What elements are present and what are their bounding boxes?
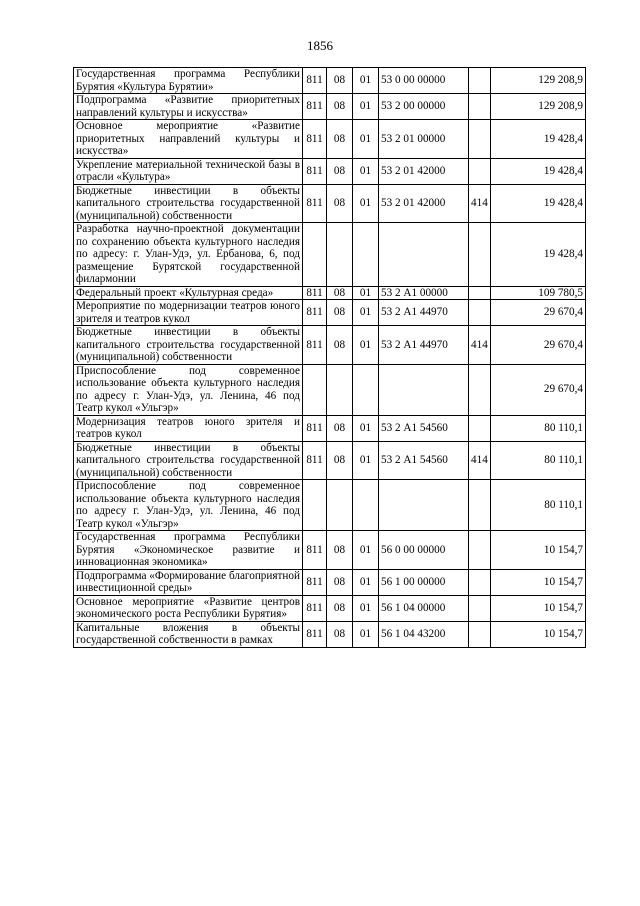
row-expense-type-cell <box>469 415 491 441</box>
row-amount-cell: 10 154,7 <box>491 621 586 647</box>
table-row <box>74 441 586 480</box>
row-expense-type-cell <box>469 621 491 647</box>
row-name-cell: Подпрограмма «Формирование благоприятной инвестиционной среды» <box>74 569 303 595</box>
row-grbs-cell: 811 <box>303 68 327 94</box>
table-row <box>74 569 586 595</box>
row-target-article-cell <box>379 223 469 287</box>
row-subsection-cell: 01 <box>353 621 379 647</box>
table-row <box>74 120 586 159</box>
row-target-article-cell: 56 0 00 00000 <box>379 531 469 570</box>
row-target-article-cell: 56 1 04 43200 <box>379 621 469 647</box>
row-name-cell: Модернизация театров юного зрителя и театров кукол <box>74 415 303 441</box>
row-amount-cell: 80 110,1 <box>491 415 586 441</box>
row-target-article-cell: 53 2 01 42000 <box>379 158 469 184</box>
row-section-cell <box>327 480 353 531</box>
row-target-article-cell: 53 0 00 00000 <box>379 68 469 94</box>
row-subsection-cell: 01 <box>353 441 379 480</box>
row-section-cell: 08 <box>327 286 353 300</box>
row-expense-type-cell <box>469 531 491 570</box>
row-grbs-cell: 811 <box>303 184 327 223</box>
row-name-cell: Государственная программа Республики Бурятия «Экономическое развитие и инновационная экономика» <box>74 531 303 570</box>
budget-table-body <box>74 68 586 648</box>
row-grbs-cell <box>303 364 327 415</box>
row-section-cell: 08 <box>327 120 353 159</box>
row-subsection-cell <box>353 223 379 287</box>
row-section-cell: 08 <box>327 158 353 184</box>
row-amount-cell: 129 208,9 <box>491 68 586 94</box>
row-name-cell: Приспособление под современное использование объекта культурного наследия по адресу г. Улан-Удэ, ул. Ленина, 46 под Театр кукол «Ульгэр» <box>74 364 303 415</box>
row-expense-type-cell <box>469 94 491 120</box>
row-subsection-cell: 01 <box>353 415 379 441</box>
row-subsection-cell: 01 <box>353 286 379 300</box>
row-grbs-cell: 811 <box>303 300 327 326</box>
row-target-article-cell: 53 2 А1 54560 <box>379 415 469 441</box>
table-row <box>74 286 586 300</box>
row-section-cell <box>327 364 353 415</box>
row-subsection-cell: 01 <box>353 300 379 326</box>
table-row <box>74 531 586 570</box>
row-target-article-cell: 53 2 А1 00000 <box>379 286 469 300</box>
row-name-cell: Бюджетные инвестиции в объекты капитального строительства государственной (муниципальной) собственности <box>74 441 303 480</box>
table-row <box>74 300 586 326</box>
row-subsection-cell: 01 <box>353 94 379 120</box>
row-subsection-cell: 01 <box>353 326 379 365</box>
page-number: 1856 <box>307 38 333 53</box>
row-expense-type-cell <box>469 223 491 287</box>
row-grbs-cell: 811 <box>303 595 327 621</box>
row-target-article-cell: 53 2 А1 54560 <box>379 441 469 480</box>
row-target-article-cell: 53 2 А1 44970 <box>379 300 469 326</box>
row-grbs-cell: 811 <box>303 441 327 480</box>
row-target-article-cell: 56 1 04 00000 <box>379 595 469 621</box>
row-amount-cell: 29 670,4 <box>491 364 586 415</box>
row-section-cell: 08 <box>327 326 353 365</box>
row-subsection-cell: 01 <box>353 595 379 621</box>
row-subsection-cell: 01 <box>353 120 379 159</box>
row-section-cell: 08 <box>327 68 353 94</box>
table-row <box>74 415 586 441</box>
row-subsection-cell: 01 <box>353 184 379 223</box>
row-name-cell: Разработка научно-проектной документации по сохранению объекта культурного наследия по адресу: г. Улан-Удэ, ул. Ербанова, 6, под размещение Бурятской государственной филармонии <box>74 223 303 287</box>
table-row <box>74 158 586 184</box>
row-name-cell: Мероприятие по модернизации театров юного зрителя и театров кукол <box>74 300 303 326</box>
row-amount-cell: 19 428,4 <box>491 184 586 223</box>
row-grbs-cell: 811 <box>303 94 327 120</box>
row-section-cell: 08 <box>327 441 353 480</box>
table-row <box>74 94 586 120</box>
row-expense-type-cell <box>469 364 491 415</box>
row-subsection-cell: 01 <box>353 68 379 94</box>
row-grbs-cell <box>303 480 327 531</box>
row-section-cell: 08 <box>327 595 353 621</box>
budget-table <box>73 67 586 648</box>
row-target-article-cell: 53 2 01 00000 <box>379 120 469 159</box>
table-row <box>74 326 586 365</box>
row-grbs-cell: 811 <box>303 569 327 595</box>
row-amount-cell: 29 670,4 <box>491 300 586 326</box>
row-subsection-cell <box>353 480 379 531</box>
row-section-cell: 08 <box>327 531 353 570</box>
row-amount-cell: 10 154,7 <box>491 531 586 570</box>
row-expense-type-cell <box>469 595 491 621</box>
row-amount-cell: 129 208,9 <box>491 94 586 120</box>
row-amount-cell: 80 110,1 <box>491 480 586 531</box>
row-expense-type-cell: 414 <box>469 441 491 480</box>
table-row <box>74 595 586 621</box>
row-amount-cell: 10 154,7 <box>491 595 586 621</box>
row-expense-type-cell <box>469 68 491 94</box>
row-name-cell: Бюджетные инвестиции в объекты капитального строительства государственной (муниципальной) собственности <box>74 326 303 365</box>
row-expense-type-cell <box>469 480 491 531</box>
table-row <box>74 621 586 647</box>
row-name-cell: Федеральный проект «Культурная среда» <box>74 286 303 300</box>
row-expense-type-cell <box>469 569 491 595</box>
row-name-cell: Бюджетные инвестиции в объекты капитального строительства государственной (муниципальной) собственности <box>74 184 303 223</box>
row-amount-cell: 19 428,4 <box>491 158 586 184</box>
row-name-cell: Приспособление под современное использование объекта культурного наследия по адресу г. Улан-Удэ, ул. Ленина, 46 под Театр кукол «Ульгэр» <box>74 480 303 531</box>
row-expense-type-cell <box>469 158 491 184</box>
row-grbs-cell: 811 <box>303 158 327 184</box>
table-row <box>74 480 586 531</box>
row-expense-type-cell <box>469 300 491 326</box>
row-name-cell: Основное мероприятие «Развитие центров экономического роста Республики Бурятия» <box>74 595 303 621</box>
row-section-cell: 08 <box>327 94 353 120</box>
row-grbs-cell: 811 <box>303 120 327 159</box>
row-name-cell: Основное мероприятие «Развитие приоритетных направлений культуры и искусства» <box>74 120 303 159</box>
table-row <box>74 184 586 223</box>
row-expense-type-cell: 414 <box>469 184 491 223</box>
row-subsection-cell: 01 <box>353 569 379 595</box>
row-grbs-cell: 811 <box>303 326 327 365</box>
row-amount-cell: 29 670,4 <box>491 326 586 365</box>
row-subsection-cell: 01 <box>353 531 379 570</box>
row-amount-cell: 19 428,4 <box>491 223 586 287</box>
row-target-article-cell: 53 2 00 00000 <box>379 94 469 120</box>
row-target-article-cell <box>379 480 469 531</box>
row-grbs-cell: 811 <box>303 286 327 300</box>
row-name-cell: Государственная программа Республики Бурятия «Культура Бурятии» <box>74 68 303 94</box>
row-amount-cell: 19 428,4 <box>491 120 586 159</box>
row-expense-type-cell: 414 <box>469 326 491 365</box>
row-expense-type-cell <box>469 286 491 300</box>
row-section-cell <box>327 223 353 287</box>
row-target-article-cell: 53 2 А1 44970 <box>379 326 469 365</box>
row-section-cell: 08 <box>327 415 353 441</box>
row-expense-type-cell <box>469 120 491 159</box>
row-name-cell: Подпрограмма «Развитие приоритетных направлений культуры и искусства» <box>74 94 303 120</box>
row-name-cell: Капитальные вложения в объекты государственной собственности в рамках <box>74 621 303 647</box>
row-amount-cell: 80 110,1 <box>491 441 586 480</box>
row-grbs-cell <box>303 223 327 287</box>
row-target-article-cell <box>379 364 469 415</box>
row-section-cell: 08 <box>327 569 353 595</box>
row-target-article-cell: 56 1 00 00000 <box>379 569 469 595</box>
table-row <box>74 68 586 94</box>
row-grbs-cell: 811 <box>303 531 327 570</box>
row-section-cell: 08 <box>327 184 353 223</box>
row-section-cell: 08 <box>327 621 353 647</box>
row-target-article-cell: 53 2 01 42000 <box>379 184 469 223</box>
row-grbs-cell: 811 <box>303 621 327 647</box>
row-subsection-cell <box>353 364 379 415</box>
row-grbs-cell: 811 <box>303 415 327 441</box>
row-section-cell: 08 <box>327 300 353 326</box>
table-row <box>74 223 586 287</box>
row-subsection-cell: 01 <box>353 158 379 184</box>
table-row <box>74 364 586 415</box>
row-amount-cell: 10 154,7 <box>491 569 586 595</box>
row-name-cell: Укрепление материальной технической базы в отрасли «Культура» <box>74 158 303 184</box>
row-amount-cell: 109 780,5 <box>491 286 586 300</box>
